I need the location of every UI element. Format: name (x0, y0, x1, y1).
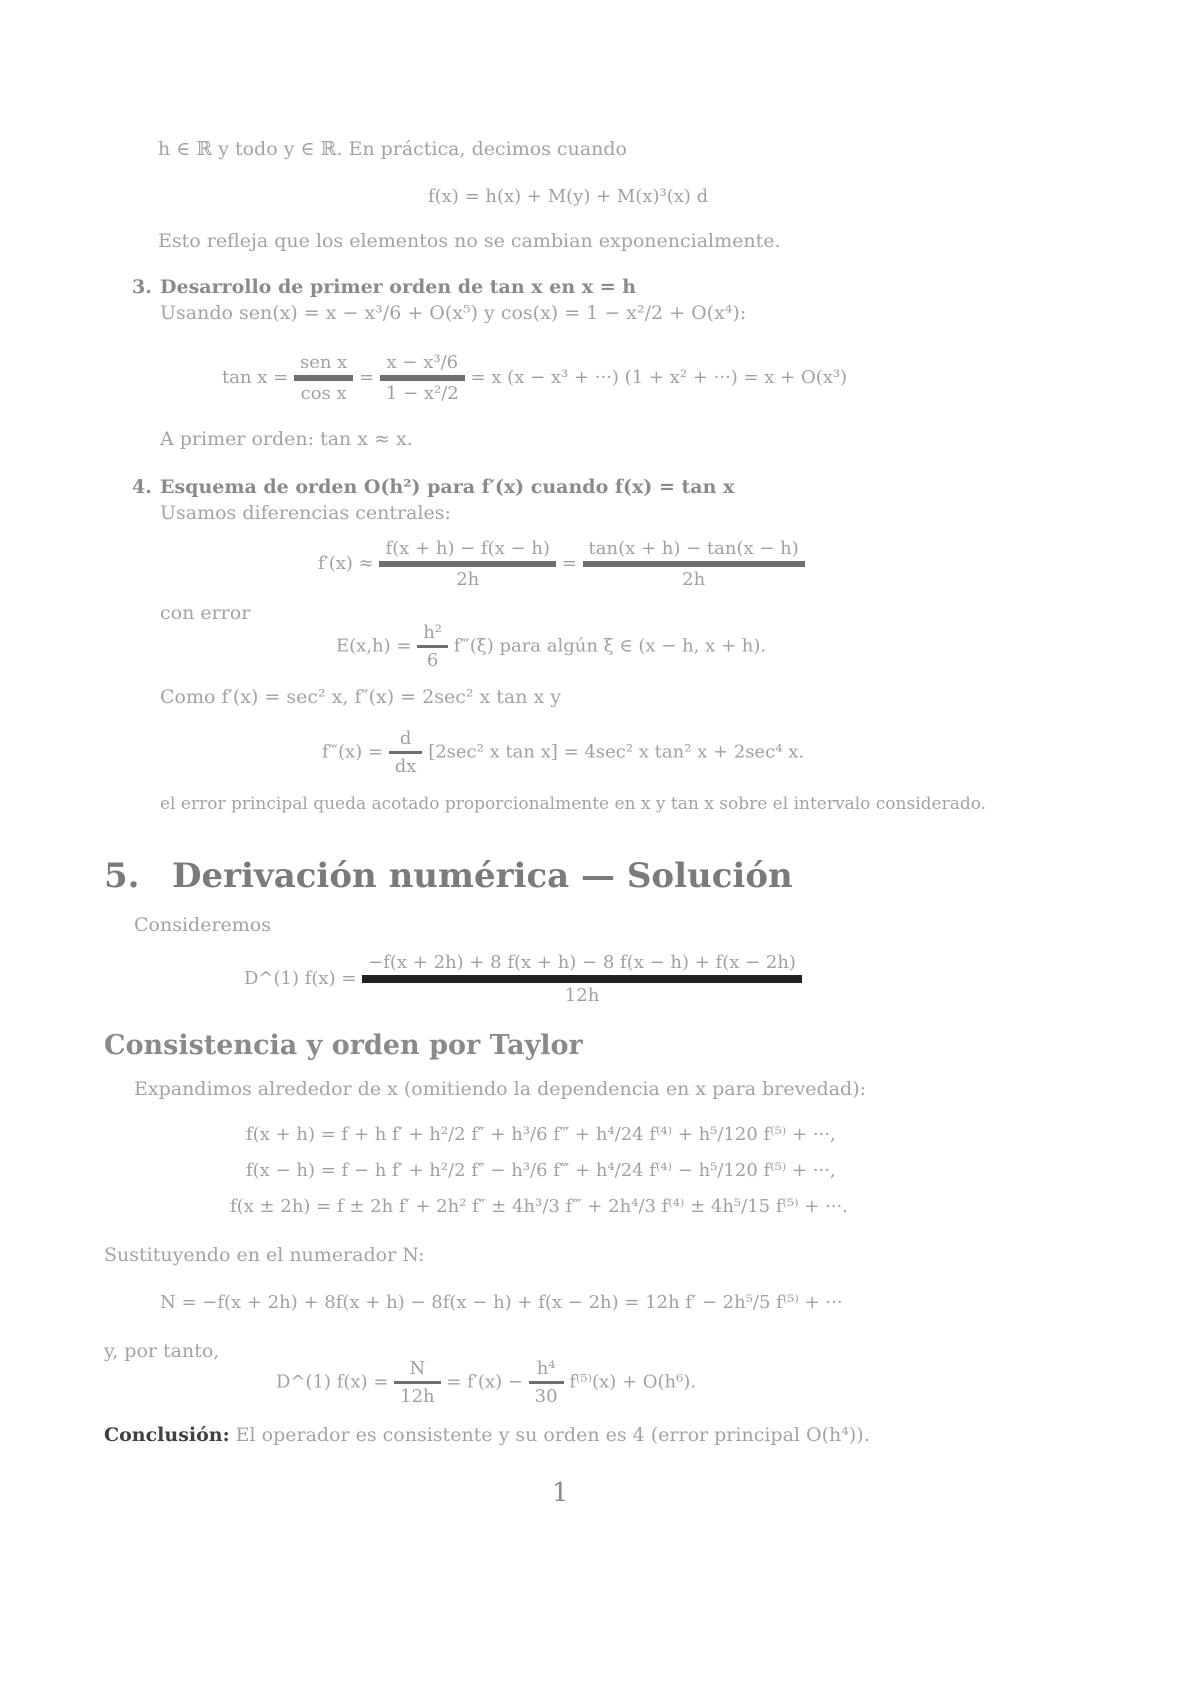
equation-tan (222, 352, 847, 404)
fraction-bar (389, 751, 423, 754)
denominator: 6 (426, 650, 439, 671)
equation-rest: = x (x − x³ + ···) (1 + x² + ···) = x + O(x³) (470, 367, 848, 388)
text-line: Usamos diferencias centrales: (160, 502, 451, 524)
equals: = (359, 367, 375, 388)
numerator: h² (423, 622, 443, 643)
numerator: N (409, 1358, 426, 1379)
text-line: Sustituyendo en el numerador N: (104, 1244, 425, 1266)
taylor-line: f(x − h) = f − h f′ + h²/2 f″ − h³/6 f‴ + h⁴/24 f⁽⁴⁾ − h⁵/120 f⁽⁵⁾ + ···, (246, 1160, 836, 1181)
numerator-equation: N = −f(x + 2h) + 8f(x + h) − 8f(x − h) + f(x − 2h) = 12h f′ − 2h⁵/5 f⁽⁵⁾ + ··· (160, 1292, 843, 1313)
item-title: Desarrollo de primer orden de tan x en x = h (160, 276, 637, 298)
equation-derivative (318, 538, 805, 590)
equation-error (336, 622, 766, 671)
fraction-bar (529, 1381, 564, 1384)
item-title: Esquema de orden O(h²) para f′(x) cuando f(x) = tan x (160, 476, 735, 498)
denominator: 12h (400, 1386, 435, 1407)
fraction-bar (583, 561, 805, 567)
conclusion (104, 1424, 870, 1446)
fraction (529, 1358, 564, 1407)
equation-lhs: D^(1) f(x) = (276, 1371, 389, 1393)
numerator: d (399, 728, 412, 749)
text-line: el error principal queda acotado proporcionalmente en x y tan x sobre el intervalo considerado. (160, 794, 987, 814)
equation-lhs: tan x = (222, 367, 289, 388)
equation-lhs: f′(x) ≈ (318, 553, 374, 574)
fraction (362, 952, 802, 1006)
equals: = (561, 553, 577, 574)
text-line: h ∈ ℝ y todo y ∈ ℝ. En práctica, decimos cuando (158, 138, 627, 160)
numerator: sen x (299, 352, 348, 373)
equation-rest: f⁽⁵⁾(x) + O(h⁶). (569, 1371, 697, 1393)
equation-third-derivative (322, 728, 804, 777)
page-number: 1 (552, 1478, 569, 1508)
denominator: 12h (564, 985, 600, 1006)
text-line: Usando sen(x) = x − x³/6 + O(x⁵) y cos(x) = 1 − x²/2 + O(x⁴): (160, 302, 747, 324)
text-line: Expandimos alrededor de x (omitiendo la dependencia en x para brevedad): (134, 1078, 867, 1100)
equation-lhs: E(x,h) = (336, 635, 412, 657)
denominator: 1 − x²/2 (385, 383, 459, 404)
denominator: 2h (682, 569, 706, 590)
numerator: tan(x + h) − tan(x − h) (588, 538, 799, 559)
equation-lhs: f‴(x) = (322, 741, 384, 763)
text-line: Como f′(x) = sec² x, f″(x) = 2sec² x tan x y (160, 686, 561, 708)
section-title: Derivación numérica — Solución (172, 856, 793, 896)
item-number: 4. (132, 476, 152, 498)
conclusion-text: El operador es consistente y su orden es 4 (error principal O(h⁴)). (229, 1424, 870, 1446)
fraction (379, 538, 555, 590)
fraction (380, 352, 465, 404)
fraction-bar (294, 375, 353, 381)
numerator: −f(x + 2h) + 8 f(x + h) − 8 f(x − h) + f(x − 2h) (368, 952, 796, 973)
equation-rest: [2sec² x tan x] = 4sec² x tan² x + 2sec⁴ x. (428, 741, 805, 763)
equation-rest: f‴(ξ) para algún ξ ∈ (x − h, x + h). (453, 635, 767, 657)
equation-operator (244, 952, 802, 1006)
taylor-line: f(x + h) = f + h f′ + h²/2 f″ + h³/6 f‴ + h⁴/24 f⁽⁴⁾ + h⁵/120 f⁽⁵⁾ + ···, (246, 1124, 836, 1145)
denominator: dx (394, 756, 417, 777)
numerator: f(x + h) − f(x − h) (385, 538, 550, 559)
denominator: cos x (300, 383, 347, 404)
fraction (417, 622, 448, 671)
equation-middle: = f′(x) − (446, 1371, 523, 1393)
conclusion-label: Conclusión: (104, 1424, 230, 1446)
text-line: Consideremos (134, 914, 271, 936)
subsection-title: Consistencia y orden por Taylor (104, 1030, 583, 1061)
fraction (394, 1358, 441, 1407)
fraction-bar (362, 975, 802, 983)
numerator: x − x³/6 (386, 352, 459, 373)
taylor-line: f(x ± 2h) = f ± 2h f′ + 2h² f″ ± 4h³/3 f‴ + 2h⁴/3 f⁽⁴⁾ ± 4h⁵/15 f⁽⁵⁾ + ···. (230, 1196, 848, 1217)
text-line: Esto refleja que los elementos no se cambian exponencialmente. (158, 230, 781, 252)
denominator: 2h (456, 569, 480, 590)
item-number: 3. (132, 276, 152, 298)
fraction-bar (379, 561, 555, 567)
text-line: A primer orden: tan x ≈ x. (160, 428, 413, 450)
fraction (294, 352, 353, 404)
fraction-bar (380, 375, 465, 381)
equation: f(x) = h(x) + M(y) + M(x)³(x) d (428, 186, 709, 207)
fraction (389, 728, 423, 777)
denominator: 30 (534, 1386, 558, 1407)
text-line: y, por tanto, (104, 1340, 220, 1362)
fraction-bar (394, 1381, 441, 1384)
equation-lhs: D^(1) f(x) = (244, 968, 357, 989)
fraction-bar (417, 645, 448, 648)
section-number: 5. (104, 856, 140, 896)
numerator: h⁴ (536, 1358, 556, 1379)
equation-result (276, 1358, 696, 1407)
fraction (583, 538, 805, 590)
text-line: con error (160, 602, 251, 624)
